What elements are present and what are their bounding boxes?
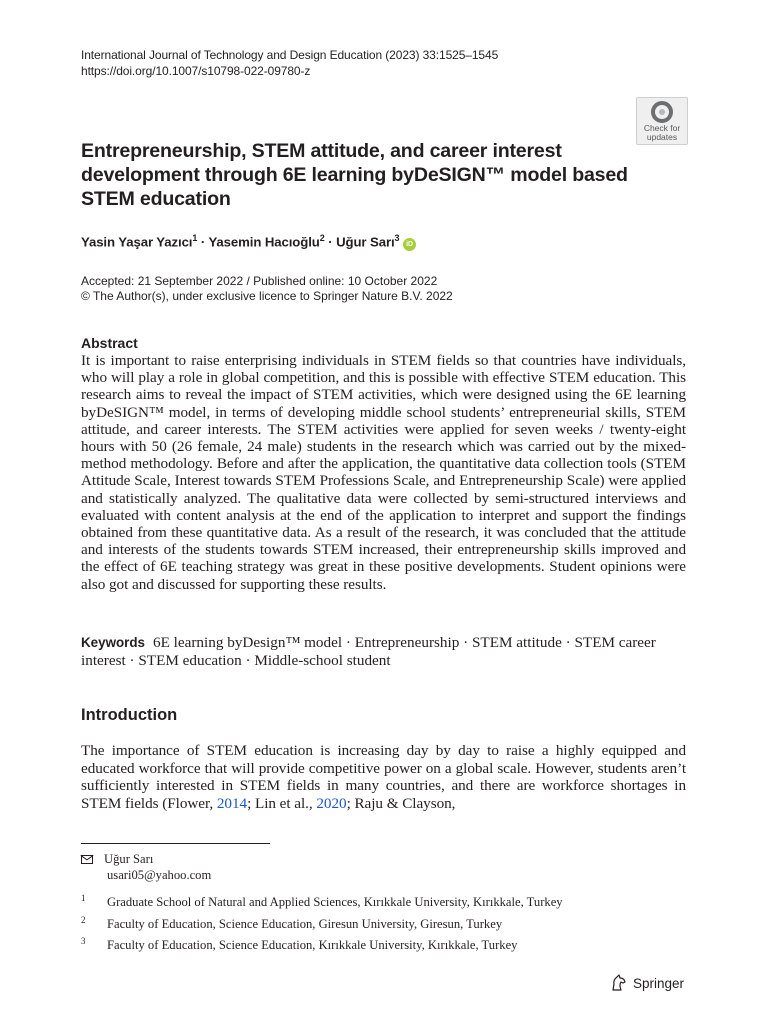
introduction-text	[81, 742, 686, 812]
journal-citation: International Journal of Technology and Design Education (2023) 33:1525–1545	[81, 48, 499, 62]
footnote-divider	[81, 843, 270, 844]
corresponding-author	[81, 851, 212, 882]
author-affiliation-marker: 2	[319, 233, 325, 243]
crossmark-icon	[651, 101, 673, 123]
corresponding-author-name: Uğur Sarı	[104, 852, 154, 866]
citation-link[interactable]: 2014	[216, 794, 248, 812]
crossmark-label-line2: updates	[646, 132, 678, 142]
affiliation-number: 2	[81, 915, 86, 925]
author-list	[81, 233, 416, 251]
abstract-heading: Abstract	[81, 335, 138, 351]
accepted-published-dates: Accepted: 21 September 2022 / Published online: 10 October 2022	[81, 274, 438, 288]
intro-text-part: ; Raju & Clayson,	[346, 794, 456, 812]
affiliation-text: Faculty of Education, Science Education, Kırıkkale University, Kırıkkale, Turkey	[107, 938, 518, 952]
introduction-heading: Introduction	[81, 706, 178, 724]
keywords-text: 6E learning byDesign™ model · Entrepreneurship · STEM attitude · STEM career interest · STEM education · Middle-school student	[81, 634, 656, 669]
author-name[interactable]: Yasemin Hacıoğlu	[208, 234, 320, 250]
author-separator: ·	[197, 234, 209, 250]
orcid-icon[interactable]: iD	[403, 238, 416, 251]
publisher-logo	[610, 974, 684, 992]
affiliation-number: 1	[81, 893, 86, 903]
intro-text-part: ; Lin et al.,	[247, 794, 317, 812]
corresponding-author-email[interactable]: usari05@yahoo.com	[107, 868, 212, 882]
abstract-text: It is important to raise enterprising individuals in STEM fields so that countries have individuals, who will play a role in global competition, and this is possible with effective STEM education. This research aims to reveal the impact of STEM activities, which were designed using the 6E learning byDeSIGN™ model, in terms of developing middle school students’ entrepreneurial skills, STEM attitude, and career interests. The STEM activities were applied for seven weeks / twenty-eight hours with 50 (26 female, 24 male) students in the research which was carried out by the mixed-method methodology. Before and after the application, the quantitative data collection tools (STEM Attitude Scale, Interest towards STEM Professions Scale, and Entrepreneurship Scale) were applied and statistically analyzed. The qualitative data were collected by semi-structured interviews and evaluated with content analysis at the end of the application to interpret and support the findings obtained from these quantitative data. As a result of the research, it was concluded that the attitude and interests of the students towards STEM increased, their entrepreneurship skills improved and the effect of 6E teaching strategy was great in these positive developments. Student opinions were also got and discussed for supporting these results.	[81, 352, 686, 593]
author-affiliation-marker: 1	[192, 233, 198, 243]
crossmark-label-line1: Check for	[643, 123, 681, 133]
keywords-label: Keywords	[81, 635, 145, 650]
affiliation-number: 3	[81, 936, 86, 946]
citation-link[interactable]: 2020	[316, 794, 347, 812]
author-separator: ·	[324, 234, 337, 250]
affiliation-text: Faculty of Education, Science Education, Giresun University, Giresun, Turkey	[107, 917, 503, 931]
article-dates	[81, 274, 453, 304]
author-name[interactable]: Yasin Yaşar Yazıcı	[81, 234, 193, 250]
envelope-icon	[81, 855, 93, 864]
journal-header	[81, 47, 498, 79]
check-for-updates-badge[interactable]	[636, 97, 688, 145]
doi-link[interactable]: https://doi.org/10.1007/s10798-022-09780-z	[81, 64, 311, 78]
affiliation-text: Graduate School of Natural and Applied Sciences, Kırıkkale University, Kırıkkale, Turkey	[107, 895, 563, 909]
intro-text-part: The importance of STEM education is increasing day by day to raise a highly equipped and educated workforce that will provide competitive power on a global scale. However, students aren’t sufficiently interested in STEM fields in many countries, and there are workforce shortages in STEM fields (Flower,	[81, 742, 686, 812]
publisher-name: Springer	[633, 975, 685, 991]
springer-horse-icon	[610, 974, 628, 992]
article-title: Entrepreneurship, STEM attitude, and career interest development through 6E learning byDeSIGN™ model based STEM education	[81, 140, 628, 210]
author-affiliation-marker: 3	[394, 233, 400, 243]
author-name[interactable]: Uğur Sarı	[336, 234, 395, 250]
copyright-notice: © The Author(s), under exclusive licence to Springer Nature B.V. 2022	[81, 289, 453, 303]
keywords	[81, 634, 686, 670]
